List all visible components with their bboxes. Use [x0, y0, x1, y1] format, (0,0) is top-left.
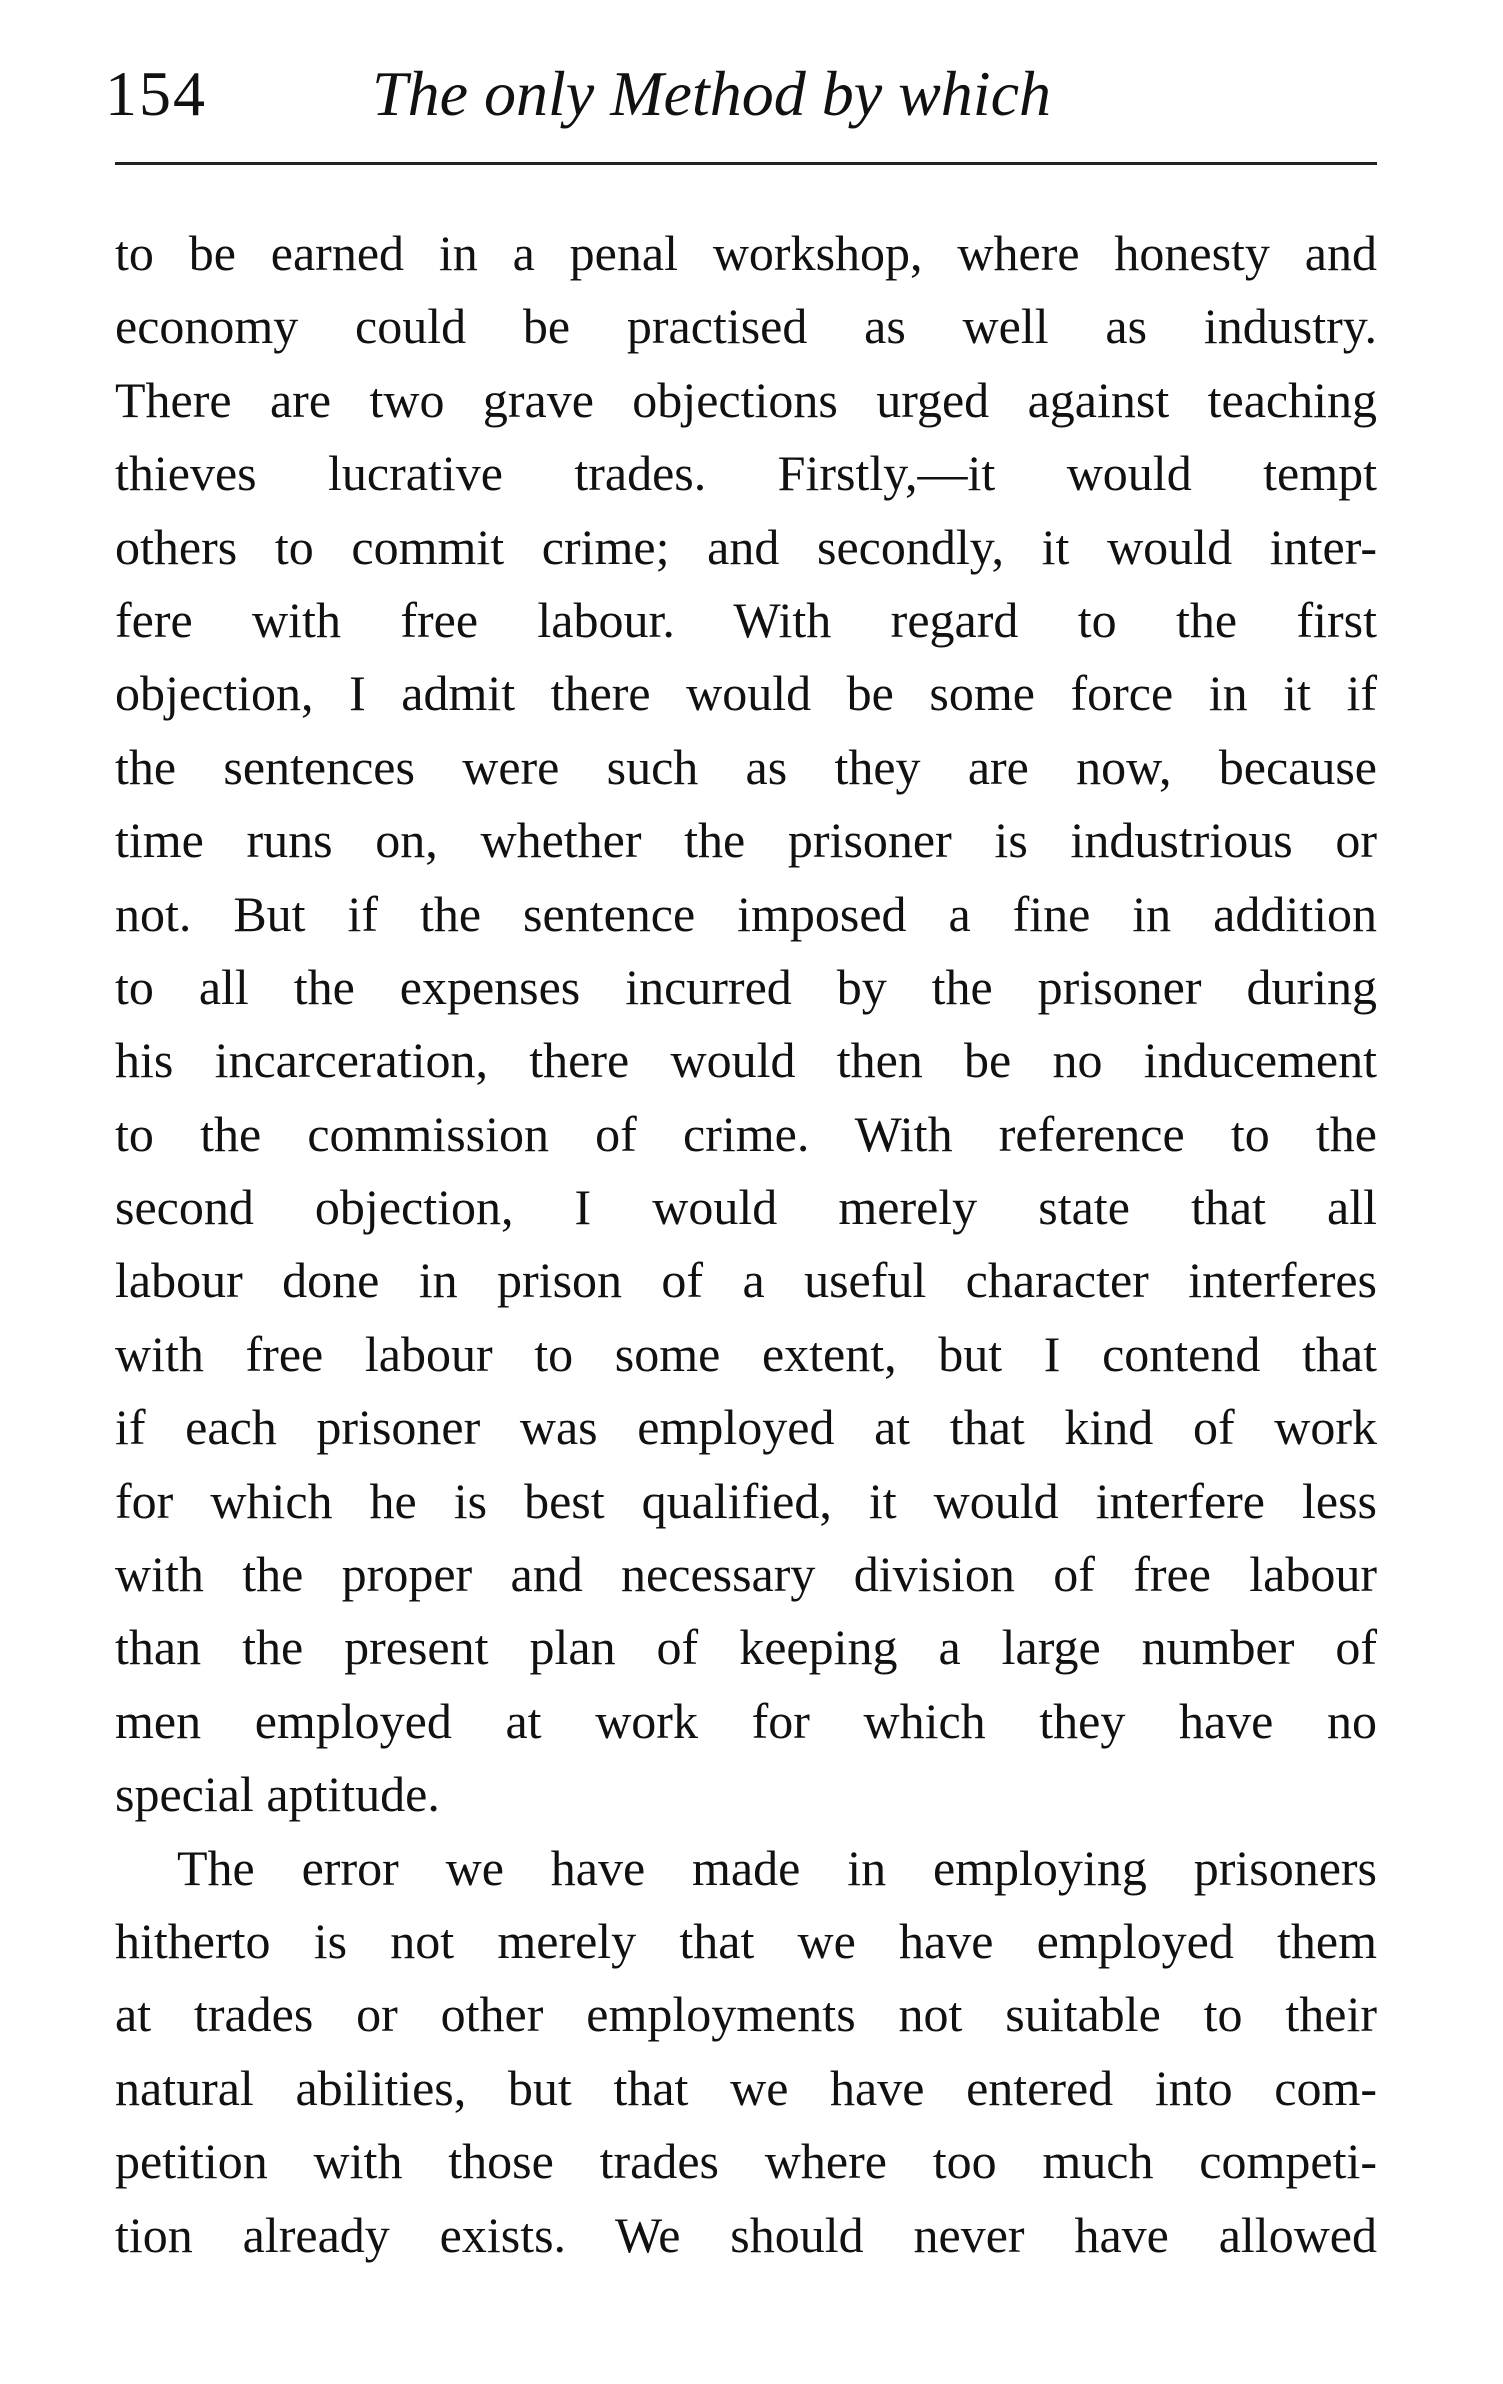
paragraph-start-line: The error we have made in employing prisoners	[177, 1839, 1377, 1896]
text-line: second objection, I would merely state that all	[115, 1179, 1377, 1236]
page-number: 154	[105, 58, 207, 129]
text-line: fere with free labour. With regard to the first	[115, 591, 1377, 648]
text-line: to the commission of crime. With reference to the	[115, 1105, 1377, 1162]
text-line: to be earned in a penal workshop, where honesty and	[115, 225, 1377, 281]
text-line: time runs on, whether the prisoner is industrious or	[115, 812, 1377, 869]
text-line: natural abilities, but that we have entered into com-	[115, 2059, 1377, 2116]
text-line: at trades or other employments not suitable to their	[115, 1986, 1377, 2043]
text-line: the sentences were such as they are now, because	[115, 738, 1377, 795]
text-line: petition with those trades where too much competi-	[115, 2133, 1377, 2190]
text-line: for which he is best qualified, it would interfere less	[115, 1472, 1377, 1529]
text-line: to all the expenses incurred by the prisoner during	[115, 958, 1377, 1015]
text-line: not. But if the sentence imposed a fine in addition	[115, 885, 1377, 942]
body-text	[115, 217, 1377, 2272]
text-line: objection, I admit there would be some force in it if	[115, 665, 1377, 722]
text-line: his incarceration, there would then be no inducement	[115, 1032, 1377, 1089]
text-line: others to commit crime; and secondly, it would inter-	[115, 518, 1377, 575]
paragraph-end-line: special aptitude.	[115, 1766, 440, 1823]
text-line: economy could be practised as well as industry.	[115, 298, 1377, 355]
text-line: with the proper and necessary division of free labour	[115, 1546, 1377, 1603]
text-line: tion already exists. We should never have allowed	[115, 2206, 1377, 2263]
text-line: hitherto is not merely that we have employed them	[115, 1912, 1377, 1969]
text-line: men employed at work for which they have no	[115, 1692, 1377, 1749]
running-head: The only Method by which	[372, 58, 1051, 129]
text-line: with free labour to some extent, but I contend that	[115, 1325, 1377, 1382]
text-line: than the present plan of keeping a large number of	[115, 1619, 1377, 1676]
text-line: if each prisoner was employed at that kind of work	[115, 1399, 1377, 1456]
text-line: There are two grave objections urged against teaching	[115, 371, 1377, 428]
text-line: labour done in prison of a useful character interferes	[115, 1252, 1377, 1309]
header-rule	[115, 162, 1377, 165]
text-line: thieves lucrative trades. Firstly,—it would tempt	[115, 445, 1377, 502]
